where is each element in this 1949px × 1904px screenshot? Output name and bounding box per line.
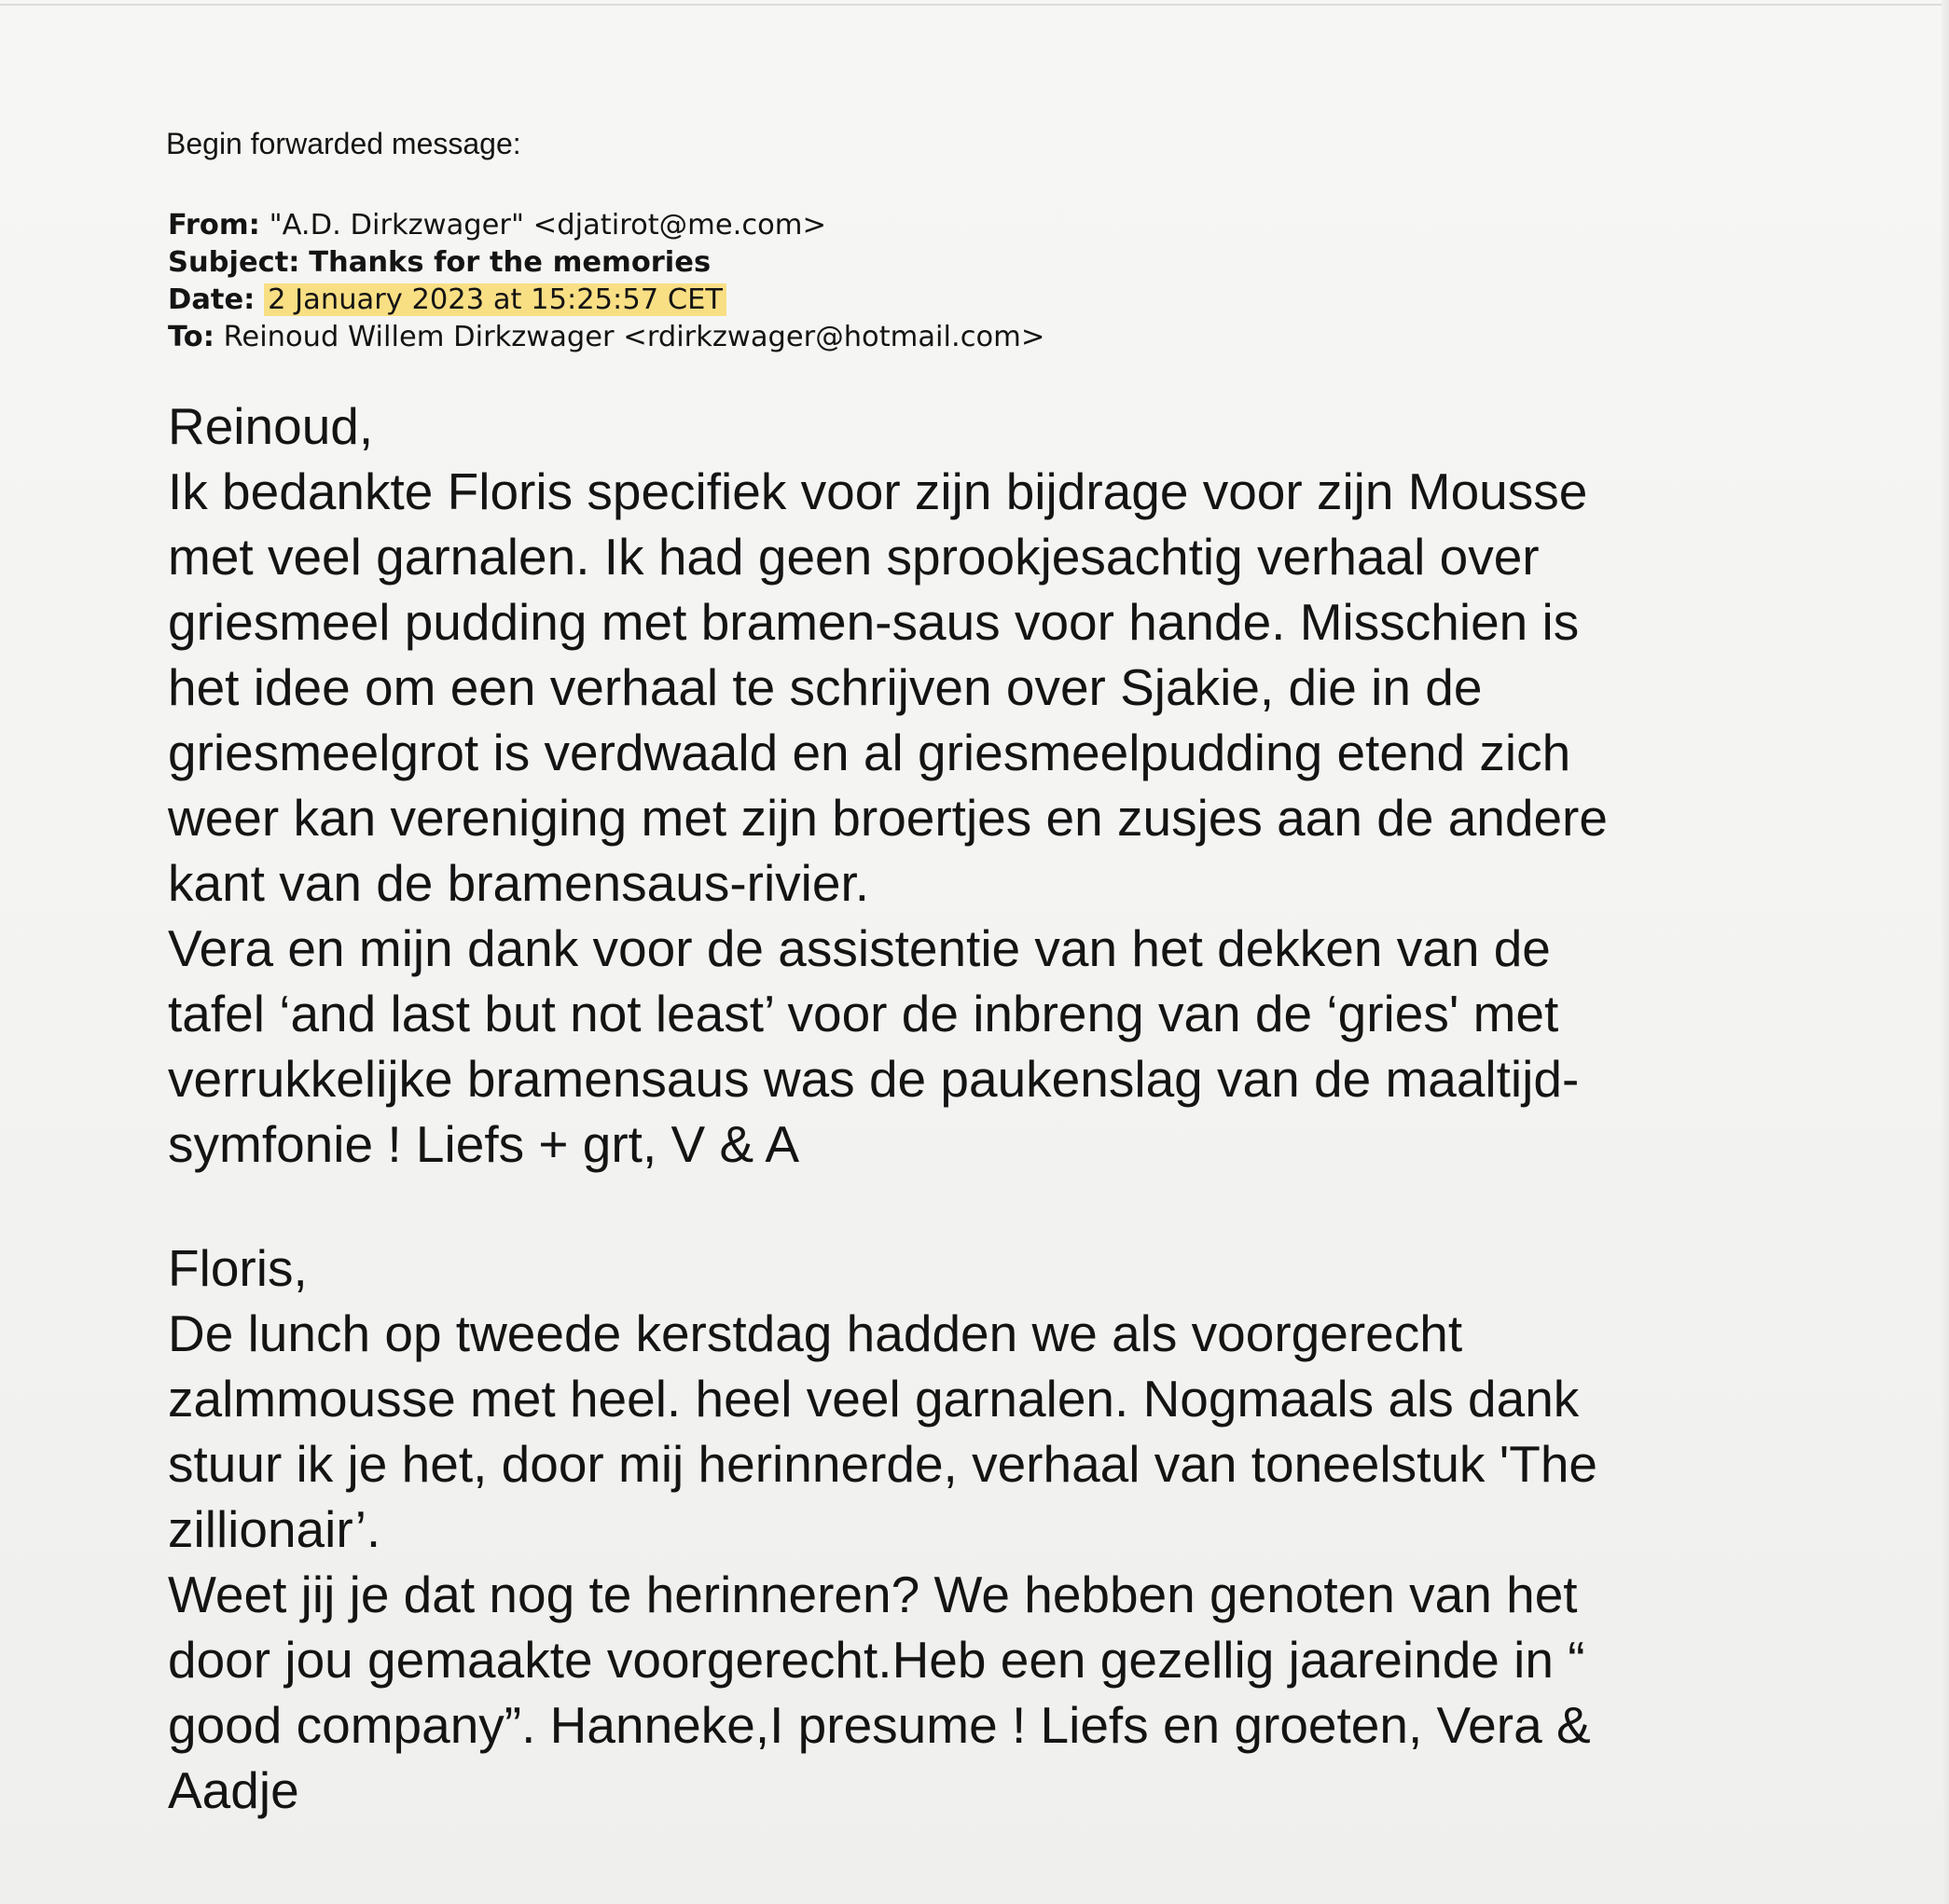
greeting-reinoud: Reinoud, <box>168 397 374 455</box>
message-reinoud <box>168 393 1893 1177</box>
body-line: Ik bedankte Floris specifiek voor zijn bijdrage voor zijn Mousse <box>168 462 1588 520</box>
subject-label: Subject: <box>168 246 300 279</box>
signoff-line: symfonie ! Liefs + grt, V & A <box>168 1115 800 1173</box>
subject-line <box>168 244 1044 282</box>
body-line: De lunch op tweede kerstdag hadden we als voorgerecht <box>168 1304 1463 1362</box>
from-value: "A.D. Dirkzwager" <djatirot@me.com> <box>269 209 827 241</box>
subject-value: Thanks for the memories <box>309 246 712 279</box>
body-line: stuur ik je het, door mij herinnerde, verhaal van toneelstuk 'The <box>168 1435 1597 1493</box>
body-line: zillionair’. <box>168 1500 381 1558</box>
to-value: Reinoud Willem Dirkzwager <rdirkzwager@hotmail.com> <box>223 321 1045 353</box>
body-line: Weet jij je dat nog te herinneren? We hebben genoten van het <box>168 1566 1578 1623</box>
from-label: From: <box>168 209 260 241</box>
date-value-highlighted: 2 January 2023 at 15:25:57 CET <box>264 283 726 316</box>
body-line: griesmeelgrot is verdwaald en al griesmeelpudding etend zich <box>168 724 1571 781</box>
body-line: door jou gemaakte voorgerecht.Heb een gezellig jaareinde in “ <box>168 1631 1585 1689</box>
body-line: weer kan vereniging met zijn broertjes en zusjes aan de andere <box>168 789 1608 847</box>
date-line <box>168 282 1044 319</box>
message-floris <box>168 1235 1893 1823</box>
to-label: To: <box>168 321 214 353</box>
top-rule <box>0 4 1949 6</box>
body-line: met veel garnalen. Ik had geen sprookjesachtig verhaal over <box>168 528 1540 586</box>
greeting-floris: Floris, <box>168 1239 308 1297</box>
body-line: verrukkelijke bramensaus was de paukenslag van de maaltijd- <box>168 1050 1580 1108</box>
paper-edge <box>1942 0 1949 1904</box>
from-line <box>168 207 1044 244</box>
body-line: het idee om een verhaal te schrijven over Sjakie, die in de <box>168 658 1483 716</box>
date-label: Date: <box>168 283 256 316</box>
body-line: kant van de bramensaus-rivier. <box>168 854 870 912</box>
email-headers <box>168 207 1044 356</box>
body-line: good company”. Hanneke,I presume ! Liefs en groeten, Vera & <box>168 1696 1591 1754</box>
body-line: griesmeel pudding met bramen-saus voor hande. Misschien is <box>168 593 1580 651</box>
signoff-line: Aadje <box>168 1761 299 1819</box>
body-line: Vera en mijn dank voor de assistentie van het dekken van de <box>168 919 1551 977</box>
body-line: tafel ‘and last but not least’ voor de inbreng van de ‘gries' met <box>168 985 1559 1042</box>
body-line: zalmmousse met heel. heel veel garnalen. Nogmaals als dank <box>168 1370 1580 1428</box>
forward-intro: Begin forwarded message: <box>166 127 521 160</box>
to-line <box>168 319 1044 356</box>
